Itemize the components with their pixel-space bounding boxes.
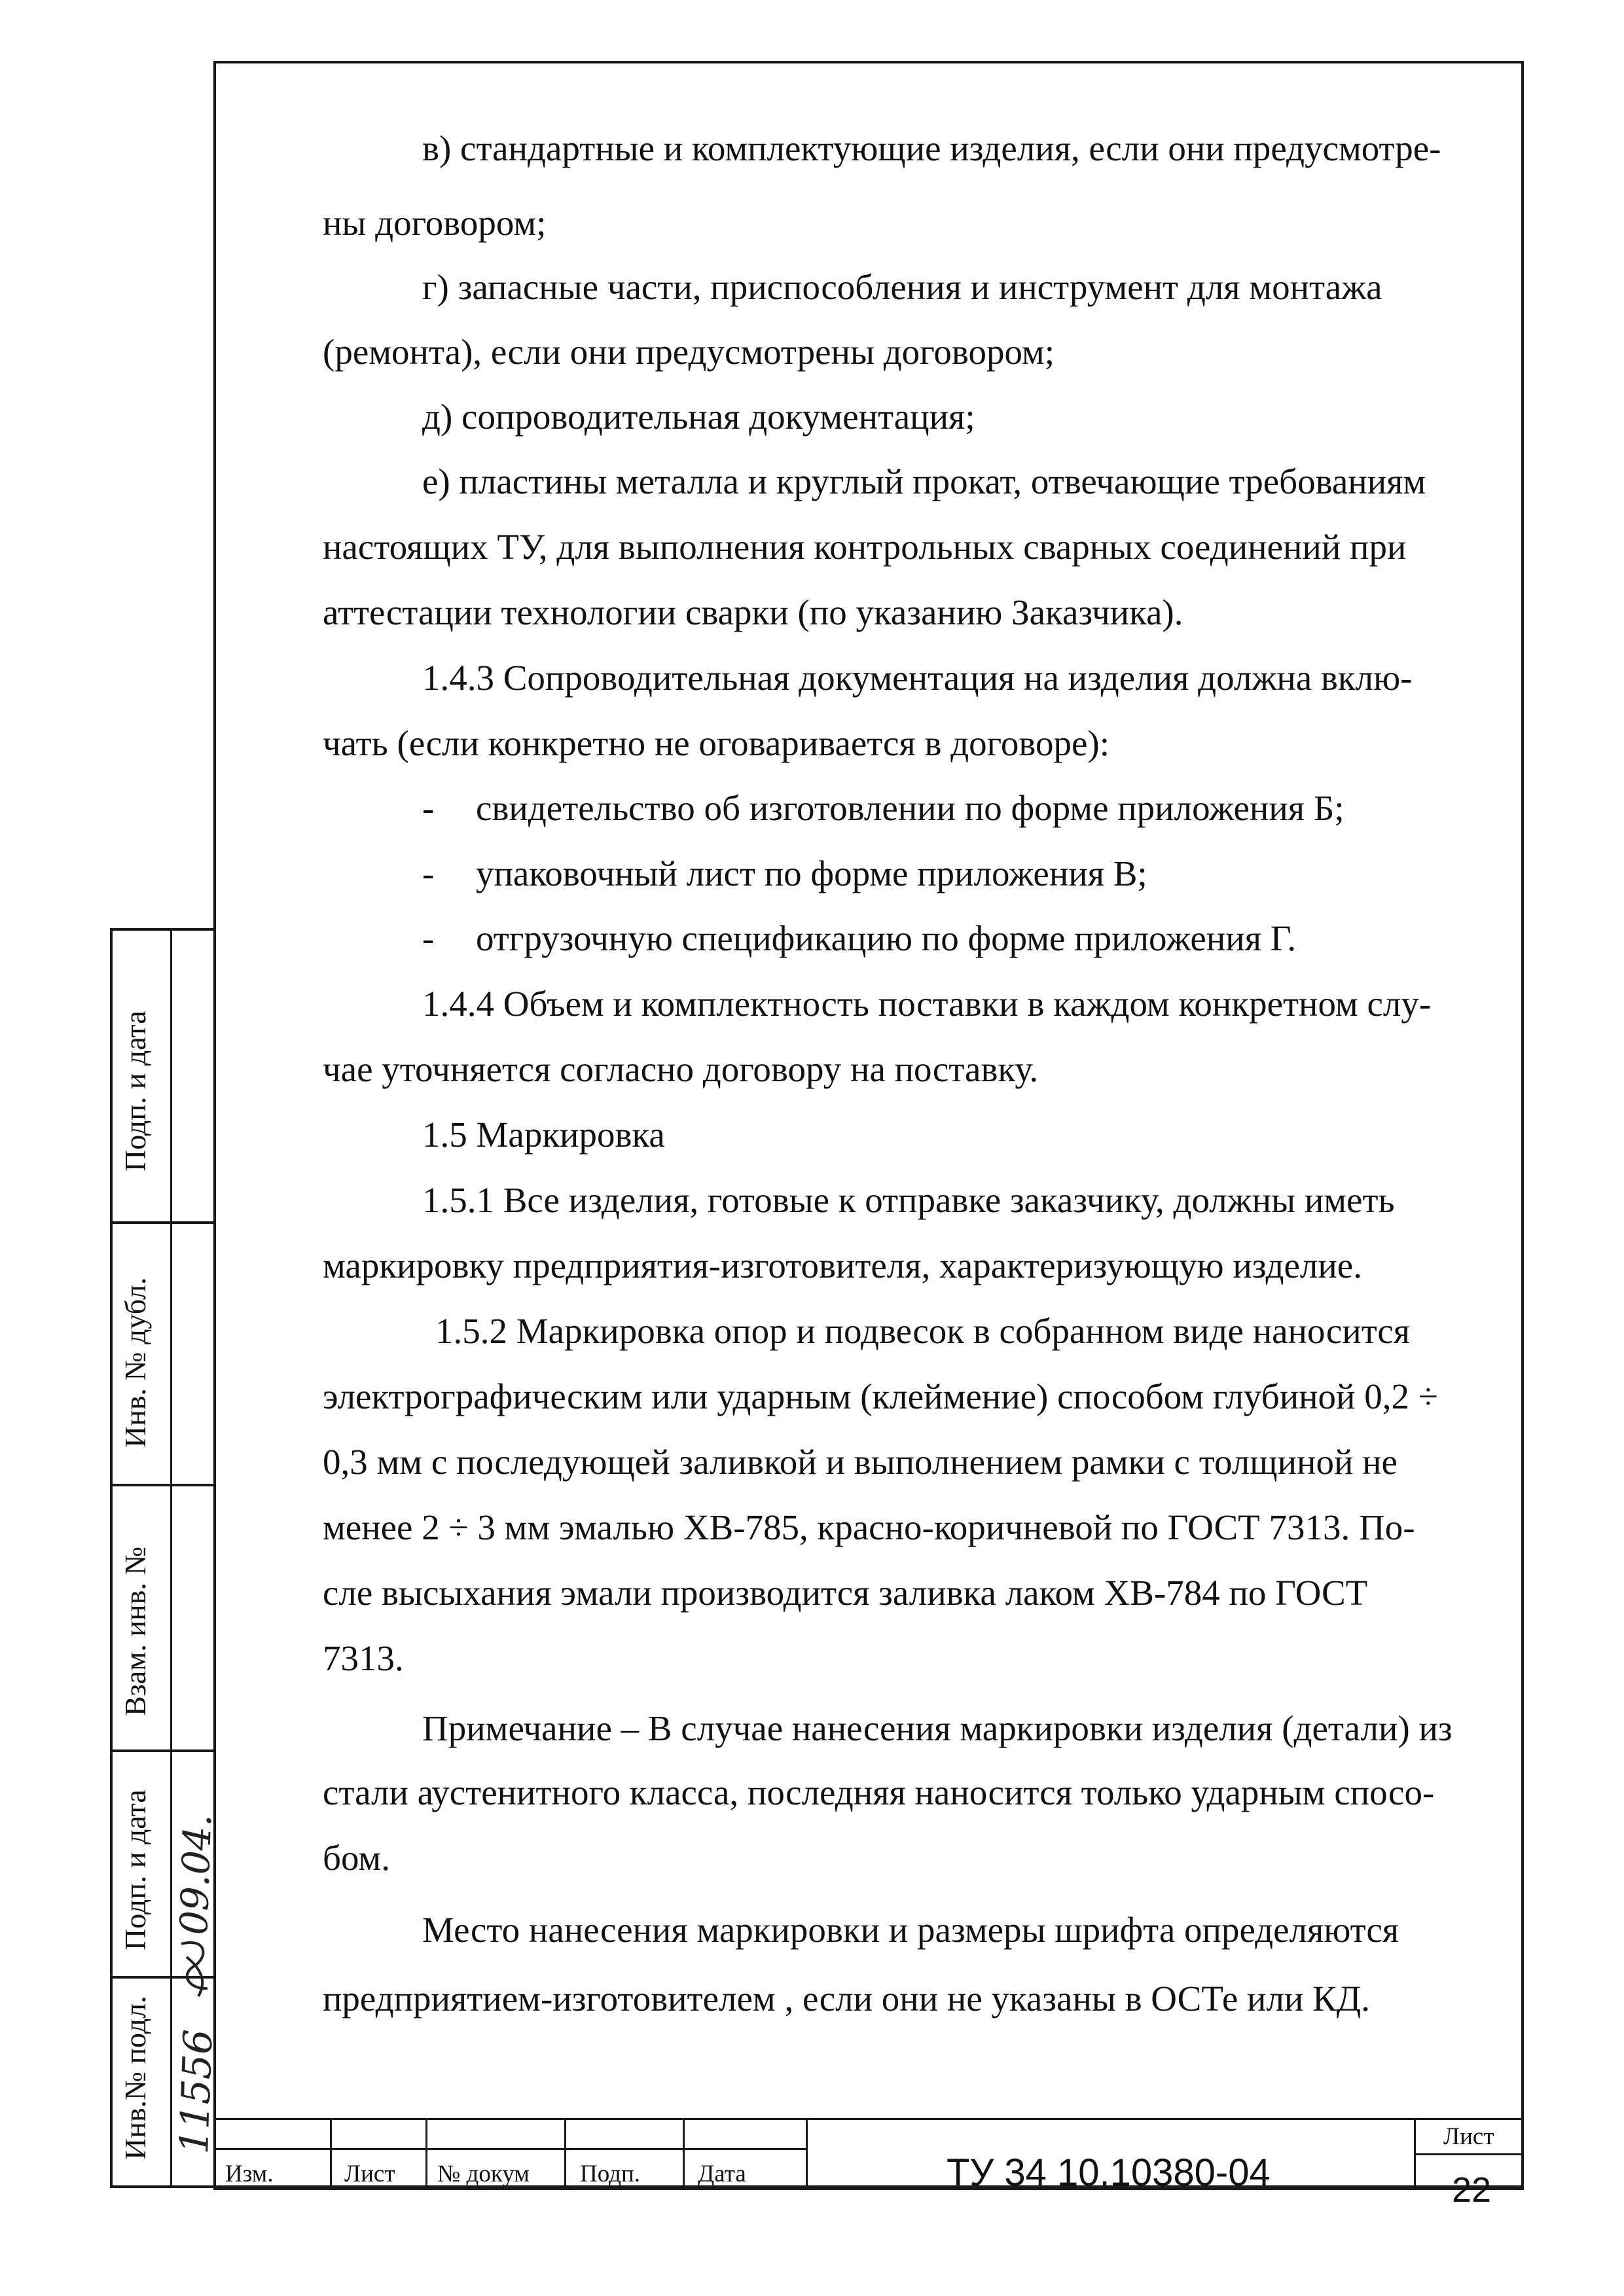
- section-heading: 1.5 Маркировка: [422, 1115, 665, 1155]
- list-item: упаковочный лист по форме приложения В;: [476, 853, 1147, 893]
- text-line: чать (если конкретно не оговаривается в договоре):: [323, 723, 1110, 763]
- text-line: Место нанесения маркировки и размеры шрифта определяются: [422, 1910, 1399, 1950]
- handwritten-inv-number: 11556: [171, 2028, 222, 2155]
- text-line: ны договором;: [323, 203, 547, 243]
- text-line: (ремонта), если они предусмотрены договором;: [323, 332, 1055, 372]
- text-line: е) пластины металла и круглый прокат, отвечающие требованиям: [422, 461, 1426, 501]
- text-line: маркировку предприятия-изготовителя, характеризующую изделие.: [323, 1246, 1362, 1285]
- side-label-sign-date: Подп. и дата: [118, 1011, 152, 1172]
- text-line: 1.4.3 Сопроводительная документация на изделия должна вклю-: [422, 658, 1413, 698]
- side-label-orig-inv: Инв.№ подл.: [118, 1996, 152, 2160]
- text-line: электрографическим или ударным (клеймение) способом глубиной 0,2 ÷: [323, 1376, 1438, 1416]
- col-header-sign: Подп.: [580, 2161, 641, 2187]
- text-line: г) запасные части, приспособления и инструмент для монтажа: [422, 267, 1382, 307]
- text-line: 1.5.1 Все изделия, готовые к отправке заказчику, должны иметь: [422, 1180, 1395, 1220]
- sheet-number: 22: [1452, 2170, 1492, 2210]
- list-item: отгрузочную спецификацию по форме приложения Г.: [476, 918, 1297, 958]
- text-line: д) сопроводительная документация;: [422, 397, 975, 437]
- col-header-change: Изм.: [225, 2161, 274, 2187]
- col-header-sheet: Лист: [344, 2161, 395, 2187]
- col-header-date: Дата: [698, 2161, 746, 2187]
- text-line: в) стандартные и комплектующие изделия, если они предусмотре-: [422, 128, 1441, 168]
- document-designation: ТУ 34 10.10380-04: [947, 2151, 1271, 2194]
- text-line: аттестации технологии сварки (по указанию Заказчика).: [323, 592, 1183, 632]
- text-line: настоящих ТУ, для выполнения контрольных сварных соединений при: [323, 527, 1407, 567]
- col-header-doc: № докум: [437, 2161, 530, 2187]
- text-line: бом.: [323, 1838, 390, 1878]
- text-line: менее 2 ÷ 3 мм эмалью ХВ-785, красно-коричневой по ГОСТ 7313. По-: [323, 1507, 1415, 1547]
- text-line: чае уточняется согласно договору на поставку.: [323, 1049, 1039, 1089]
- note-line: Примечание – В случае нанесения маркировки изделия (детали) из: [422, 1708, 1453, 1748]
- signature-mark: [173, 1931, 219, 2003]
- handwritten-date: 09.04.: [171, 1813, 221, 1936]
- side-label-replace-inv: Взам. инв. №: [118, 1546, 152, 1716]
- side-label-sign-date-2: Подп. и дата: [118, 1789, 152, 1950]
- side-label-dup-inv: Инв. № дубл.: [118, 1277, 152, 1448]
- list-item: свидетельство об изготовлении по форме приложения Б;: [476, 788, 1344, 828]
- list-bullet: -: [422, 788, 435, 828]
- list-bullet: -: [422, 853, 435, 893]
- sheet-label: Лист: [1443, 2123, 1494, 2150]
- text-line: 1.4.4 Объем и комплектность поставки в каждом конкретном слу-: [422, 984, 1432, 1024]
- text-line: предприятием-изготовителем , если они не указаны в ОСТе или КД.: [323, 1979, 1371, 2018]
- text-line: сле высыхания эмали производится заливка лаком ХВ-784 по ГОСТ: [323, 1573, 1368, 1613]
- list-bullet: -: [422, 918, 435, 958]
- text-line: 1.5.2 Маркировка опор и подвесок в собранном виде наносится: [435, 1311, 1411, 1351]
- text-line: стали аустенитного класса, последняя наносится только ударным спосо-: [323, 1772, 1435, 1812]
- text-line: 0,3 мм с последующей заливкой и выполнением рамки с толщиной не: [323, 1442, 1398, 1482]
- text-line: 7313.: [323, 1638, 404, 1678]
